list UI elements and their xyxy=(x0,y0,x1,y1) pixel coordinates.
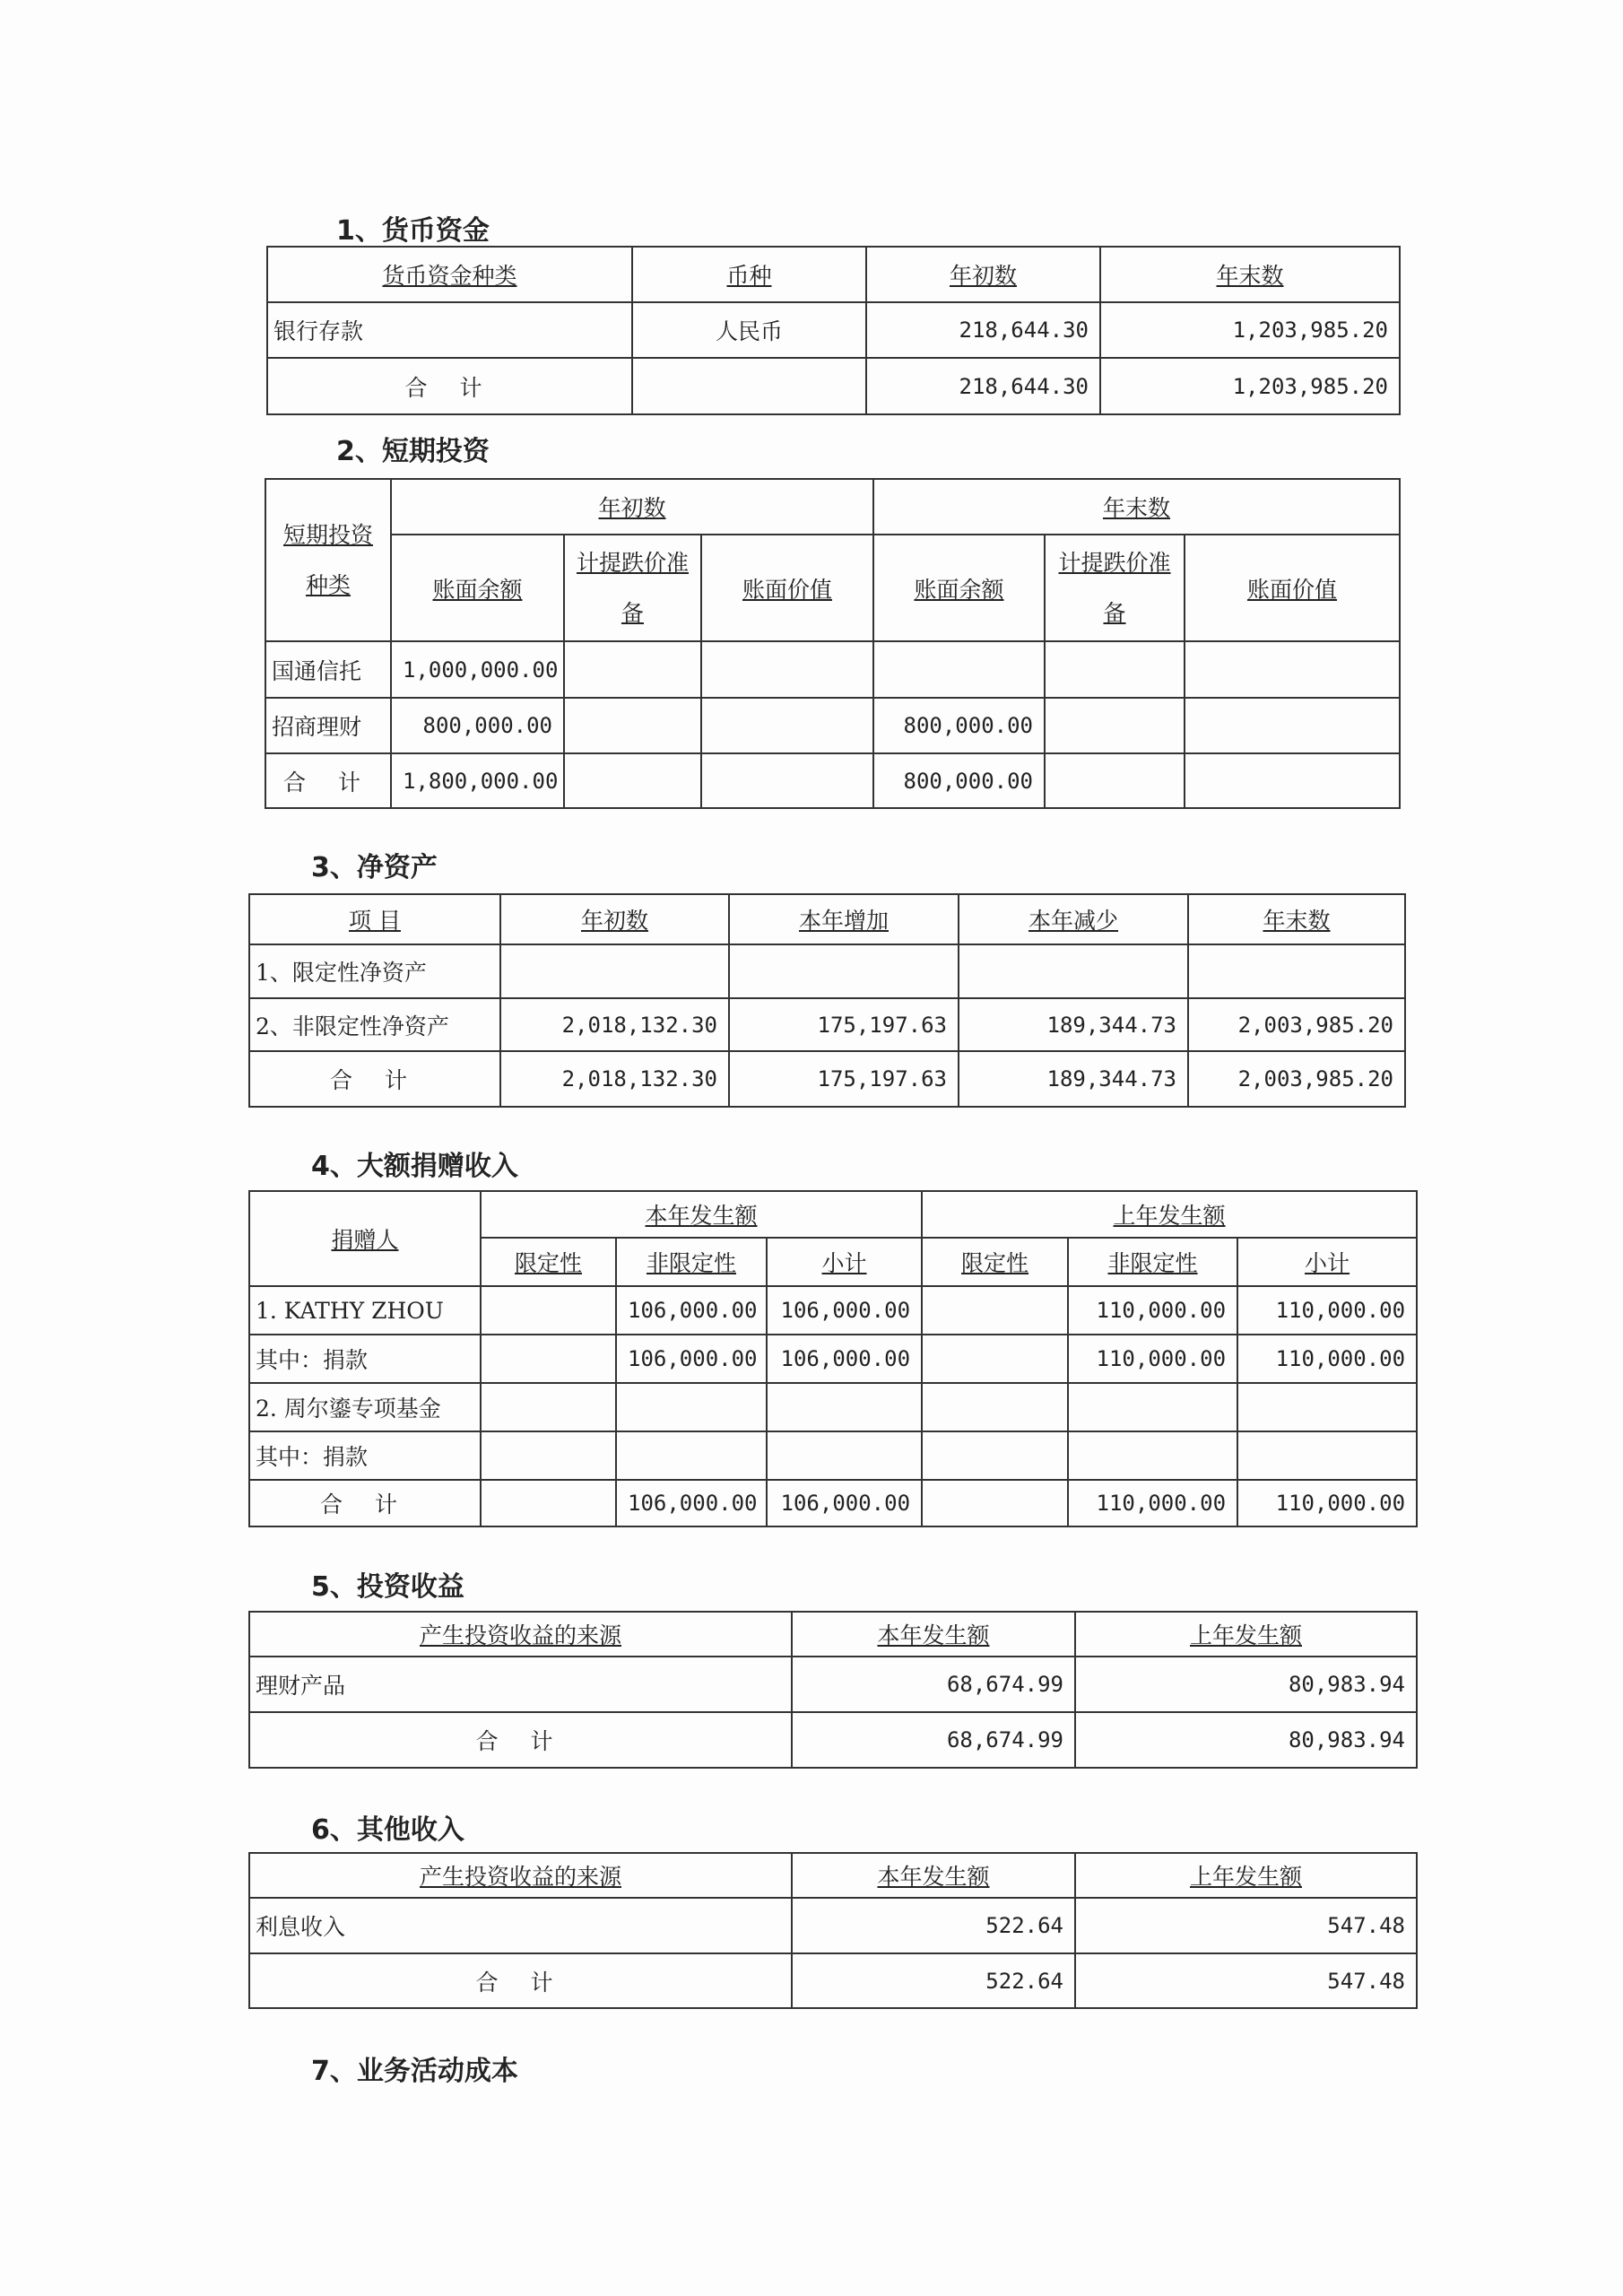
column-header: 非限定性 xyxy=(616,1238,767,1286)
cell-value xyxy=(701,753,873,808)
cell-value: 80,983.94 xyxy=(1075,1657,1417,1712)
row-label: 其中：捐款 xyxy=(249,1335,481,1383)
cell-value xyxy=(767,1383,922,1431)
cell-value xyxy=(616,1431,767,1480)
cell-value xyxy=(564,698,701,753)
cell-value: 1,000,000.00 xyxy=(391,641,564,698)
table-section-2 xyxy=(265,478,1401,809)
cell-value: 110,000.00 xyxy=(1068,1335,1237,1383)
column-header: 计提跌价准备 xyxy=(564,535,701,641)
column-header: 本年发生额 xyxy=(792,1612,1075,1657)
row-label: 1、限定性净资产 xyxy=(249,944,500,998)
cell-value xyxy=(1185,753,1400,808)
column-header: 年初数 xyxy=(866,247,1100,302)
cell-value: 1,203,985.20 xyxy=(1100,302,1400,358)
cell-value: 106,000.00 xyxy=(616,1480,767,1526)
column-header: 产生投资收益的来源 xyxy=(249,1612,792,1657)
cell-value: 2,003,985.20 xyxy=(1188,998,1405,1051)
cell-value xyxy=(873,641,1045,698)
cell-value: 189,344.73 xyxy=(959,1051,1188,1107)
table-row xyxy=(249,1335,1417,1383)
cell-value: 2,003,985.20 xyxy=(1188,1051,1405,1107)
cell-value xyxy=(481,1431,616,1480)
table-row xyxy=(249,1286,1417,1335)
header-row xyxy=(267,247,1400,302)
cell-value: 800,000.00 xyxy=(873,753,1045,808)
table-row xyxy=(249,1431,1417,1480)
column-header: 小计 xyxy=(1237,1238,1417,1286)
row-label: 其中：捐款 xyxy=(249,1431,481,1480)
row-label: 1. KATHY ZHOU xyxy=(249,1286,481,1335)
row-label: 2、非限定性净资产 xyxy=(249,998,500,1051)
row-label: 合 计 xyxy=(249,1953,792,2008)
cell-value: 68,674.99 xyxy=(792,1657,1075,1712)
column-header: 捐赠人 xyxy=(249,1191,481,1286)
cell-value xyxy=(767,1431,922,1480)
cell-value xyxy=(564,641,701,698)
cell-value xyxy=(1185,698,1400,753)
cell-value xyxy=(1237,1383,1417,1431)
column-header: 产生投资收益的来源 xyxy=(249,1853,792,1898)
column-header: 年初数 xyxy=(391,479,873,535)
column-header: 年末数 xyxy=(873,479,1400,535)
cell-value: 522.64 xyxy=(792,1953,1075,2008)
column-header: 账面余额 xyxy=(873,535,1045,641)
cell-value xyxy=(1045,698,1185,753)
header-row xyxy=(249,894,1405,944)
table-row xyxy=(267,302,1400,358)
column-header: 本年发生额 xyxy=(481,1191,922,1238)
column-header: 年末数 xyxy=(1188,894,1405,944)
cell-value: 175,197.63 xyxy=(729,998,959,1051)
cell-value xyxy=(922,1383,1068,1431)
row-label: 2. 周尔鎏专项基金 xyxy=(249,1383,481,1431)
cell-value xyxy=(922,1286,1068,1335)
cell-value xyxy=(481,1383,616,1431)
row-label: 合 计 xyxy=(265,753,391,808)
section-title-7: 7、业务活动成本 xyxy=(311,2056,518,2087)
cell-value: 80,983.94 xyxy=(1075,1712,1417,1768)
column-header: 本年发生额 xyxy=(792,1853,1075,1898)
cell-value: 2,018,132.30 xyxy=(500,1051,729,1107)
row-label: 合 计 xyxy=(249,1480,481,1526)
table-section-3 xyxy=(248,893,1406,1108)
cell-value: 800,000.00 xyxy=(391,698,564,753)
cell-value xyxy=(922,1335,1068,1383)
cell-value xyxy=(616,1383,767,1431)
section-title-6: 6、其他收入 xyxy=(311,1814,464,1846)
table-row xyxy=(265,641,1400,698)
row-label: 招商理财 xyxy=(265,698,391,753)
cell-value: 106,000.00 xyxy=(767,1286,922,1335)
column-header: 账面价值 xyxy=(1185,535,1400,641)
column-header: 限定性 xyxy=(922,1238,1068,1286)
section-title-3: 3、净资产 xyxy=(311,852,438,883)
column-header: 上年发生额 xyxy=(1075,1612,1417,1657)
cell-value: 106,000.00 xyxy=(767,1335,922,1383)
cell-value: 106,000.00 xyxy=(616,1286,767,1335)
header-row xyxy=(249,1612,1417,1657)
table-row xyxy=(249,1953,1417,2008)
row-label: 合 计 xyxy=(267,358,632,414)
cell-value: 110,000.00 xyxy=(1068,1480,1237,1526)
cell-value xyxy=(701,641,873,698)
cell-value: 547.48 xyxy=(1075,1898,1417,1953)
header-row xyxy=(249,1191,1417,1238)
cell-value xyxy=(564,753,701,808)
table-row xyxy=(265,698,1400,753)
cell-value xyxy=(481,1286,616,1335)
cell-value xyxy=(1045,641,1185,698)
cell-value xyxy=(922,1480,1068,1526)
column-header: 账面余额 xyxy=(391,535,564,641)
row-label: 银行存款 xyxy=(267,302,632,358)
section-title-4: 4、大额捐赠收入 xyxy=(311,1151,518,1182)
cell-value: 189,344.73 xyxy=(959,998,1188,1051)
table-row xyxy=(249,1898,1417,1953)
column-header: 限定性 xyxy=(481,1238,616,1286)
table-section-4 xyxy=(248,1190,1418,1527)
cell-value: 218,644.30 xyxy=(866,302,1100,358)
column-header: 非限定性 xyxy=(1068,1238,1237,1286)
cell-value xyxy=(500,944,729,998)
table-row xyxy=(249,998,1405,1051)
cell-value: 110,000.00 xyxy=(1237,1335,1417,1383)
cell-value xyxy=(1185,641,1400,698)
row-label: 国通信托 xyxy=(265,641,391,698)
cell-value xyxy=(1068,1431,1237,1480)
column-header: 上年发生额 xyxy=(922,1191,1417,1238)
cell-value: 1,203,985.20 xyxy=(1100,358,1400,414)
cell-value: 175,197.63 xyxy=(729,1051,959,1107)
section-title-2: 2、短期投资 xyxy=(336,436,490,467)
cell-value: 68,674.99 xyxy=(792,1712,1075,1768)
column-header: 年末数 xyxy=(1100,247,1400,302)
column-header: 上年发生额 xyxy=(1075,1853,1417,1898)
table-row xyxy=(249,1480,1417,1526)
column-header: 账面价值 xyxy=(701,535,873,641)
column-header: 币种 xyxy=(632,247,866,302)
cell-value: 2,018,132.30 xyxy=(500,998,729,1051)
column-header: 短期投资种类 xyxy=(265,479,391,641)
table-section-6 xyxy=(248,1852,1418,2009)
table-row xyxy=(249,1657,1417,1712)
table-row xyxy=(249,1051,1405,1107)
table-row xyxy=(267,358,1400,414)
row-label: 理财产品 xyxy=(249,1657,792,1712)
column-header: 本年减少 xyxy=(959,894,1188,944)
cell-value: 110,000.00 xyxy=(1237,1286,1417,1335)
cell-value: 110,000.00 xyxy=(1237,1480,1417,1526)
row-label: 合 计 xyxy=(249,1712,792,1768)
section-title-5: 5、投资收益 xyxy=(311,1571,464,1603)
cell-value xyxy=(1068,1383,1237,1431)
cell-value: 800,000.00 xyxy=(873,698,1045,753)
cell-value: 218,644.30 xyxy=(866,358,1100,414)
cell-value: 110,000.00 xyxy=(1068,1286,1237,1335)
cell-value xyxy=(1237,1431,1417,1480)
cell-value xyxy=(1045,753,1185,808)
table-row xyxy=(249,1712,1417,1768)
cell-value xyxy=(632,358,866,414)
cell-value: 1,800,000.00 xyxy=(391,753,564,808)
column-header: 项 目 xyxy=(249,894,500,944)
cell-value xyxy=(701,698,873,753)
table-section-1 xyxy=(266,246,1401,415)
cell-value: 人民币 xyxy=(632,302,866,358)
cell-value: 106,000.00 xyxy=(767,1480,922,1526)
column-header: 年初数 xyxy=(500,894,729,944)
cell-value xyxy=(922,1431,1068,1480)
table-row xyxy=(249,1383,1417,1431)
table-row xyxy=(265,753,1400,808)
cell-value xyxy=(481,1480,616,1526)
cell-value: 106,000.00 xyxy=(616,1335,767,1383)
column-header: 本年增加 xyxy=(729,894,959,944)
cell-value xyxy=(1188,944,1405,998)
cell-value xyxy=(481,1335,616,1383)
column-header: 小计 xyxy=(767,1238,922,1286)
header-row xyxy=(265,479,1400,535)
header-row xyxy=(249,1853,1417,1898)
header-row xyxy=(265,535,1400,641)
column-header: 计提跌价准备 xyxy=(1045,535,1185,641)
cell-value: 522.64 xyxy=(792,1898,1075,1953)
table-row xyxy=(249,944,1405,998)
cell-value: 547.48 xyxy=(1075,1953,1417,2008)
column-header: 货币资金种类 xyxy=(267,247,632,302)
cell-value xyxy=(729,944,959,998)
section-title-1: 1、货币资金 xyxy=(336,215,490,247)
table-section-5 xyxy=(248,1611,1418,1769)
row-label: 利息收入 xyxy=(249,1898,792,1953)
cell-value xyxy=(959,944,1188,998)
row-label: 合 计 xyxy=(249,1051,500,1107)
